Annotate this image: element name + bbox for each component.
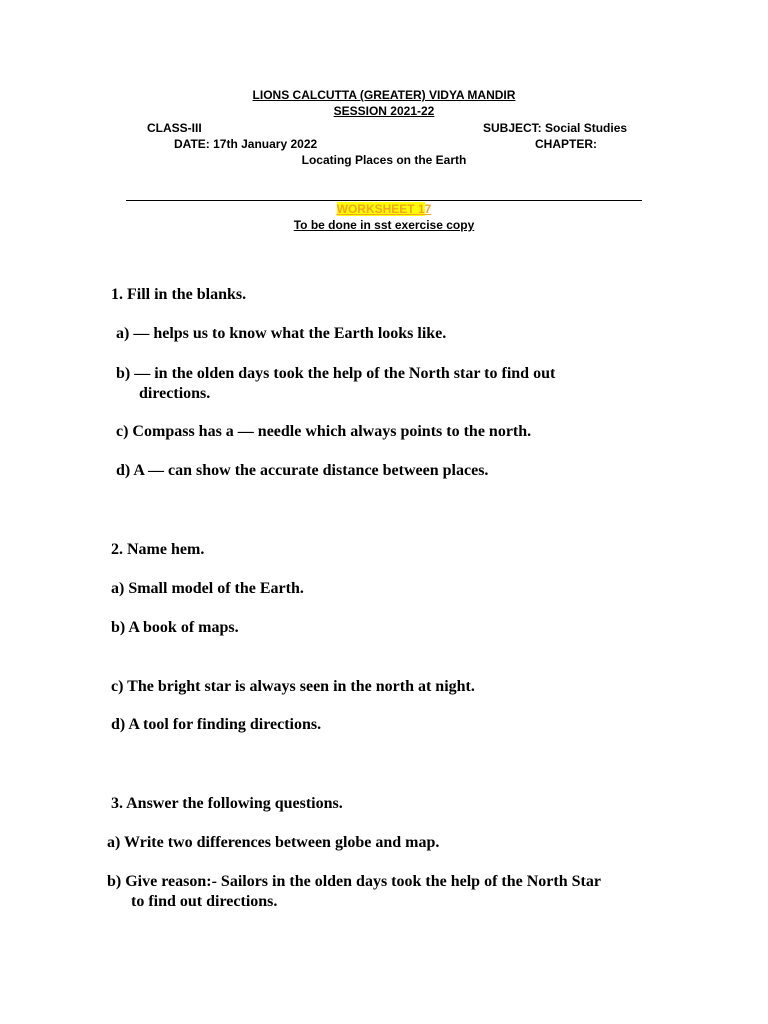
q3-item-a: a) Write two differences between globe and map. bbox=[107, 834, 440, 851]
worksheet-highlight: WORKSHEET 1 bbox=[336, 202, 425, 216]
subject-label: SUBJECT: Social Studies bbox=[483, 121, 628, 135]
session-label: SESSION 2021-22 bbox=[333, 104, 435, 118]
date-label: DATE: 17th January 2022 bbox=[174, 137, 318, 151]
chapter-title: Locating Places on the Earth bbox=[301, 153, 467, 167]
q2-heading: 2. Name hem. bbox=[111, 541, 205, 558]
q3-heading: 3. Answer the following questions. bbox=[111, 795, 343, 812]
q2-item-c: c) The bright star is always seen in the north at night. bbox=[111, 678, 475, 695]
q3-item-b-line2: to find out directions. bbox=[131, 893, 278, 910]
worksheet-number-suffix: 7 bbox=[424, 202, 432, 216]
instruction-text: To be done in sst exercise copy bbox=[293, 218, 475, 232]
class-label: CLASS-III bbox=[147, 121, 202, 135]
q3-item-b-line1: b) Give reason:- Sailors in the olden days took the help of the North Star bbox=[107, 873, 601, 890]
q2-item-b: b) A book of maps. bbox=[111, 619, 239, 636]
q1-item-b-line1: b) — in the olden days took the help of the North star to find out bbox=[116, 365, 556, 382]
q1-heading: 1. Fill in the blanks. bbox=[111, 286, 247, 303]
q2-item-d: d) A tool for finding directions. bbox=[111, 716, 322, 733]
school-name: LIONS CALCUTTA (GREATER) VIDYA MANDIR bbox=[252, 88, 516, 102]
q1-item-d: d) A — can show the accurate distance between places. bbox=[116, 462, 489, 479]
chapter-label: CHAPTER: bbox=[535, 137, 597, 151]
q1-item-c: c) Compass has a — needle which always points to the north. bbox=[116, 423, 532, 440]
q1-item-a: a) — helps us to know what the Earth looks like. bbox=[116, 325, 447, 342]
q2-item-a: a) Small model of the Earth. bbox=[111, 580, 304, 597]
worksheet-title bbox=[0, 202, 768, 216]
header-divider bbox=[126, 200, 642, 201]
q1-item-b-line2: directions. bbox=[139, 385, 211, 402]
